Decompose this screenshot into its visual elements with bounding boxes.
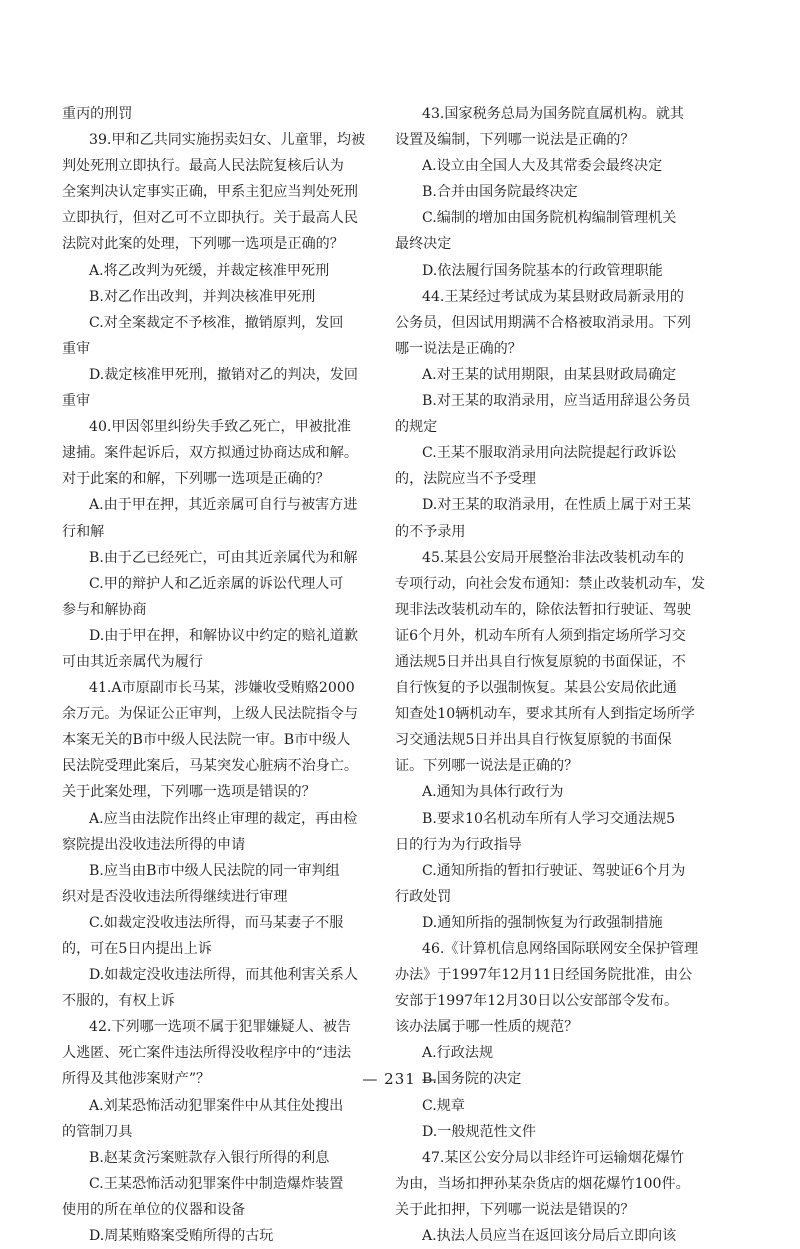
text-line: 证6个月外，机动车所有人须到指定场所学习交 — [395, 627, 686, 644]
text-line: D.裁定核准甲死刑，撤销对乙的判决，发回 — [89, 366, 358, 383]
text-line: 45.某县公安局开展整治非法改装机动车的 — [422, 549, 685, 566]
text-line: 法院对此案的处理，下列哪一选项是正确的？ — [62, 236, 344, 253]
text-line: 重审 — [62, 393, 91, 410]
text-line: D.周某贿赂案受贿所得的古玩 — [89, 1228, 274, 1245]
text-line: 的管制刀具 — [62, 1123, 133, 1140]
text-line: 自行恢复的予以强制恢复。某县公安局依此通 — [395, 680, 677, 697]
text-line: 通法规5日并出具自行恢复原貌的书面保证，不 — [395, 653, 686, 670]
text-line: B.赵某贪污案赃款存入银行所得的利息 — [89, 1149, 330, 1166]
text-line: 察院提出没收违法所得的申请 — [62, 836, 246, 853]
text-line: 专项行动，向社会发布通知：禁止改装机动车，发 — [395, 575, 706, 592]
text-line: 关于此扣押，下列哪一说法是错误的？ — [395, 1201, 635, 1218]
text-line: 41.A市原副市长马某，涉嫌收受贿赂2000 — [89, 680, 355, 697]
text-line: 最终决定 — [395, 236, 452, 253]
text-line: D.依法履行国务院基本的行政管理职能 — [422, 262, 663, 279]
text-line: 设置及编制，下列哪一说法是正确的？ — [395, 132, 635, 149]
text-line: 的不予录用 — [395, 523, 466, 540]
text-line: 参与和解协商 — [62, 601, 147, 618]
text-line: A.应当由法院作出终止审理的裁定，再由检 — [89, 810, 358, 827]
text-line: B.对乙作出改判，并判决核准甲死刑 — [89, 288, 316, 305]
text-line: 哪一说法是正确的？ — [395, 340, 522, 357]
text-line: 办法》于1997年12月11日经国务院批准，由公 — [395, 967, 693, 984]
text-line: 关于此案处理，下列哪一选项是错误的？ — [62, 784, 316, 801]
text-line: C.王某恐怖活动犯罪案件中制造爆炸装置 — [89, 1175, 344, 1192]
text-line: A.通知为具体行政行为 — [422, 784, 564, 801]
text-line: C.通知所指的暂扣行驶证、驾驶证6个月为 — [422, 862, 686, 879]
text-line: 公务员，但因试用期满不合格被取消录用。下列 — [395, 314, 691, 331]
text-line: B.应当由B市中级人民法院的同一审判组 — [89, 862, 340, 879]
text-line: A.行政法规 — [422, 1045, 494, 1062]
text-line: 为由，当场扣押孙某杂货店的烟花爆竹100件。 — [395, 1175, 690, 1192]
text-line: 该办法属于哪一性质的规范？ — [395, 1019, 579, 1036]
text-line: A.设立由全国人大及其常委会最终决定 — [422, 158, 663, 175]
text-line: 立即执行，但对乙可不立即执行。关于最高人民 — [62, 210, 358, 227]
text-line: 对于此案的和解，下列哪一选项是正确的？ — [62, 471, 330, 488]
text-line: 逮捕。案件起诉后，双方拟通过协商达成和解。 — [62, 445, 358, 462]
text-line: B.对王某的取消录用，应当适用辞退公务员 — [422, 393, 691, 410]
text-line: 余万元。为保证公正审判，上级人民法院指令与 — [62, 706, 358, 723]
text-line: 44.王某经过考试成为某县财政局新录用的 — [422, 288, 685, 305]
text-line: 重丙的刑罚 — [62, 106, 133, 122]
page-number: — 231 — — [362, 1070, 438, 1088]
text-line: D.通知所指的强制恢复为行政强制措施 — [422, 914, 663, 931]
text-line: A.由于甲在押，其近亲属可自行与被害方进 — [89, 497, 358, 514]
text-line: 40.甲因邻里纠纷失手致乙死亡，甲被批准 — [89, 419, 352, 436]
text-line: 的，可在5日内提出上诉 — [62, 941, 212, 957]
text-line: 使用的所在单位的仪器和设备 — [62, 1201, 246, 1218]
text-line: 重审 — [62, 340, 91, 357]
text-line: D.对王某的取消录用，在性质上属于对王某 — [422, 497, 691, 514]
text-line: 47.某区公安分局以非经许可运输烟花爆竹 — [422, 1149, 685, 1166]
text-line: C.编制的增加由国务院机构编制管理机关 — [422, 210, 677, 227]
text-line: 民法院受理此案后，马某突发心脏病不治身亡。 — [62, 758, 358, 775]
text-line: 知查处10辆机动车，要求其所有人到指定场所学 — [395, 706, 695, 723]
text-line: C.甲的辩护人和乙近亲属的诉讼代理人可 — [89, 575, 344, 592]
text-line: 本案无关的B市中级人民法院一审。B市中级人 — [62, 732, 351, 749]
text-line: 所得及其他涉案财产”？ — [62, 1071, 211, 1088]
text-line: 43.国家税务总局为国务院直属机构。就其 — [422, 106, 685, 122]
text-line: 的规定 — [395, 419, 438, 436]
text-line: 可由其近亲属代为履行 — [62, 653, 203, 670]
text-line: 的，法院应当不予受理 — [395, 471, 536, 488]
text-line: B.要求10名机动车所有人学习交通法规5 — [422, 810, 676, 827]
text-line: 行和解 — [62, 523, 105, 540]
text-line: 现非法改装机动车的，除依法暂扣行驶证、驾驶 — [395, 601, 691, 618]
text-line: 42.下列哪一选项不属于犯罪嫌疑人、被告 — [89, 1019, 352, 1036]
text-line: 安部于1997年12月30日以公安部部令发布。 — [395, 993, 679, 1010]
text-line: 习交通法规5日并出具自行恢复原貌的书面保 — [395, 732, 672, 749]
text-line: 46.《计算机信息网络国际联网安全保护管理 — [422, 941, 699, 957]
text-line: 织对是否没收违法所得继续进行审理 — [62, 888, 288, 905]
text-line: A.对王某的试用期限，由某县财政局确定 — [422, 366, 677, 383]
text-line: 判处死刑立即执行。最高人民法院复核后认为 — [62, 158, 344, 175]
text-line: C.规章 — [422, 1097, 465, 1114]
text-line: C.王某不服取消录用向法院提起行政诉讼 — [422, 445, 677, 462]
text-line: A.将乙改判为死缓，并裁定核准甲死刑 — [89, 262, 330, 279]
text-line: C.如裁定没收违法所得，而马某妻子不服 — [89, 914, 344, 931]
text-line: 39.甲和乙共同实施拐卖妇女、儿童罪，均被 — [89, 132, 366, 149]
text-line: 证。下列哪一说法是正确的？ — [395, 758, 579, 775]
text-line: 行政处罚 — [395, 888, 452, 905]
text-line: D.由于甲在押，和解协议中约定的赔礼道歉 — [89, 627, 358, 644]
text-line: D.一般规范性文件 — [422, 1123, 536, 1140]
text-line: 全案判决认定事实正确，甲系主犯应当判处死刑 — [62, 184, 358, 201]
text-line: 不服的，有权上诉 — [62, 993, 175, 1010]
text-line: D.如裁定没收违法所得，而其他利害关系人 — [89, 967, 358, 984]
text-line: 日的行为为行政指导 — [395, 836, 522, 853]
text-line: A.执法人员应当在返回该分局后立即向该 — [422, 1228, 677, 1245]
text-line: A.刘某恐怖活动犯罪案件中从其住处搜出 — [89, 1097, 344, 1114]
text-line: B.合并由国务院最终决定 — [422, 184, 578, 201]
text-line: 人逃匿、死亡案件违法所得没收程序中的“违法 — [62, 1045, 352, 1062]
text-line: B.国务院的决定 — [422, 1071, 522, 1088]
text-line: B.由于乙已经死亡，可由其近亲属代为和解 — [89, 549, 358, 566]
text-line: C.对全案裁定不予核准，撤销原判，发回 — [89, 314, 344, 331]
